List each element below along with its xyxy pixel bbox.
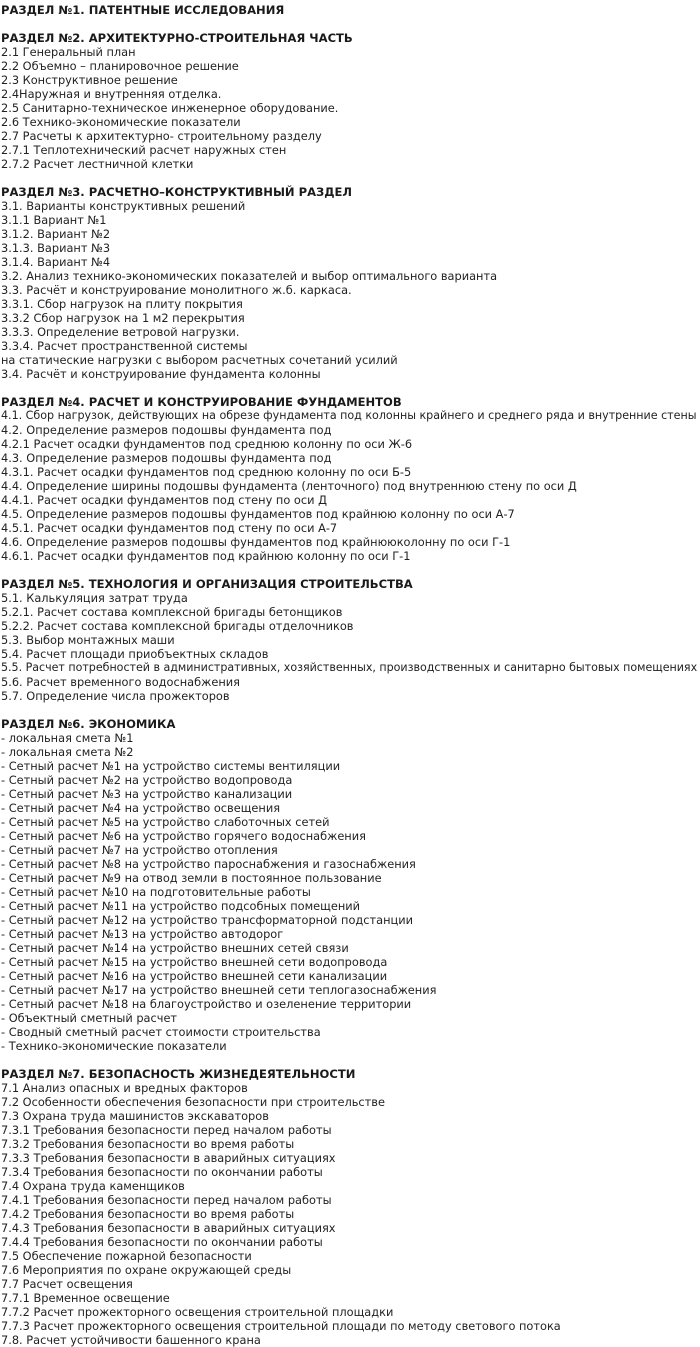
list-item: - Сетный расчет №5 на устройство слаботочных сетей — [1, 815, 330, 829]
section-items — [1, 731, 699, 1053]
list-item: 2.4Наружная и внутренняя отделка. — [1, 87, 222, 101]
list-item: 7.4.1 Требования безопасности перед началом работы — [1, 1193, 332, 1207]
table-of-contents — [1, 3, 699, 1347]
list-item: - Сетный расчет №10 на подготовительные работы — [1, 885, 311, 899]
section-7 — [1, 1067, 699, 1347]
section-items — [1, 199, 699, 381]
list-item: 7.6 Мероприятия по охране окружающей среды — [1, 1263, 292, 1277]
section-items — [1, 45, 699, 171]
list-item: - Сетный расчет №18 на благоустройство и озеленение территории — [1, 997, 412, 1011]
list-item: 3.1.2. Вариант №2 — [1, 227, 111, 241]
list-item: 2.1 Генеральный план — [1, 45, 136, 59]
list-item: 4.5.1. Расчет осадки фундаментов под стену по оси А-7 — [1, 521, 338, 535]
list-item: 7.3.1 Требования безопасности перед началом работы — [1, 1123, 332, 1137]
list-item: 3.3.2 Сбор нагрузок на 1 м2 перекрытия — [1, 311, 245, 325]
list-item: 4.2.1 Расчет осадки фундаментов под среднюю колонну по оси Ж-6 — [1, 437, 413, 451]
list-item: 5.2.1. Расчет состава комплексной бригады бетонщиков — [1, 605, 343, 619]
list-item: 7.1 Анализ опасных и вредных факторов — [1, 1081, 248, 1095]
list-item: - Сетный расчет №3 на устройство канализации — [1, 787, 293, 801]
list-item: - Сетный расчет №17 на устройство внешней сети теплогазоснабжения — [1, 983, 437, 997]
list-item: 3.1.1 Вариант №1 — [1, 213, 107, 227]
list-item: 7.3.2 Требования безопасности во время работы — [1, 1137, 295, 1151]
section-3 — [1, 185, 699, 381]
list-item: - Сетный расчет №8 на устройство пароснабжения и газоснабжения — [1, 857, 416, 871]
list-item: 3.4. Расчёт и конструирование фундамента колонны — [1, 367, 321, 381]
list-item: 4.3.1. Расчет осадки фундаментов под среднюю колонну по оси Б-5 — [1, 465, 412, 479]
section-title: РАЗДЕЛ №6. ЭКОНОМИКА — [1, 717, 176, 731]
list-item: 7.8. Расчет устойчивости башенного крана — [1, 1333, 261, 1347]
list-item: 5.3. Выбор монтажных маши — [1, 633, 175, 647]
list-item: 3.3. Расчёт и конструирование монолитного ж.б. каркаса. — [1, 283, 352, 297]
section-title: РАЗДЕЛ №5. ТЕХНОЛОГИЯ И ОРГАНИЗАЦИЯ СТРОИТЕЛЬСТВА — [1, 577, 413, 591]
list-item: 4.5. Определение размеров подошвы фундаментов под крайнюю колонну по оси А-7 — [1, 507, 515, 521]
section-title: РАЗДЕЛ №7. БЕЗОПАСНОСТЬ ЖИЗНЕДЕЯТЕЛЬНОСТИ — [1, 1067, 356, 1081]
list-item: - Сводный сметный расчет стоимости строительства — [1, 1025, 321, 1039]
list-item: 3.1. Варианты конструктивных решений — [1, 199, 246, 213]
list-item: 3.3.3. Определение ветровой нагрузки. — [1, 325, 240, 339]
list-item: 5.1. Калькуляция затрат труда — [1, 591, 188, 605]
list-item: 2.2 Объемно – планировочное решение — [1, 59, 239, 73]
list-item: - Сетный расчет №12 на устройство трансформаторной подстанции — [1, 913, 414, 927]
section-title: РАЗДЕЛ №3. РАСЧЕТНО–КОНСТРУКТИВНЫЙ РАЗДЕЛ — [1, 185, 352, 199]
list-item: 3.1.3. Вариант №3 — [1, 241, 111, 255]
list-item: - Сетный расчет №6 на устройство горячего водоснабжения — [1, 829, 366, 843]
list-item: 4.2. Определение размеров подошвы фундамента под — [1, 423, 332, 437]
list-item: 4.4.1. Расчет осадки фундаментов под стену по оси Д — [1, 493, 327, 507]
list-item: - локальная смета №2 — [1, 745, 134, 759]
list-item: - Объектный сметный расчет — [1, 1011, 178, 1025]
list-item: 5.5. Расчет потребностей в административных, хозяйственных, производственных и санитарно бытовых помещениях — [1, 661, 698, 674]
list-item: 2.5 Санитарно-техническое инженерное оборудование. — [1, 101, 339, 115]
list-item: 7.2 Особенности обеспечения безопасности при строительстве — [1, 1095, 385, 1109]
section-2 — [1, 31, 699, 171]
section-title: РАЗДЕЛ №4. РАСЧЕТ И КОНСТРУИРОВАНИЕ ФУНДАМЕНТОВ — [1, 395, 402, 409]
list-item: - локальная смета №1 — [1, 731, 134, 745]
list-item: 7.3.3 Требования безопасности в аварийных ситуациях — [1, 1151, 336, 1165]
list-item: 7.3 Охрана труда машинистов экскаваторов — [1, 1109, 269, 1123]
list-item: - Сетный расчет №14 на устройство внешних сетей связи — [1, 941, 349, 955]
list-item: - Сетный расчет №16 на устройство внешней сети канализации — [1, 969, 388, 983]
list-item: - Сетный расчет №13 на устройство автодорог — [1, 927, 284, 941]
list-item: 2.3 Конструктивное решение — [1, 73, 178, 87]
section-items — [1, 591, 699, 703]
section-1 — [1, 3, 699, 17]
list-item: 3.3.4. Расчет пространственной системы — [1, 339, 248, 353]
list-item: 4.4. Определение ширины подошвы фундамента (ленточного) под внутреннюю стену по оси Д — [1, 479, 577, 493]
list-item: 4.3. Определение размеров подошвы фундамента под — [1, 451, 332, 465]
list-item: 2.6 Технико-экономические показатели — [1, 115, 241, 129]
list-item: 4.6.1. Расчет осадки фундаментов под крайнюю колонну по оси Г-1 — [1, 549, 411, 563]
section-4 — [1, 395, 699, 563]
list-item: 3.2. Анализ технико-экономических показателей и выбор оптимального варианта — [1, 269, 498, 283]
section-items — [1, 1081, 699, 1347]
list-item: 4.1. Сбор нагрузок, действующих на обрезе фундамента под колонны крайнего и среднего ряда и внутренние стены — [1, 409, 697, 422]
list-item: 7.5 Обеспечение пожарной безопасности — [1, 1249, 252, 1263]
list-item: 7.4.3 Требования безопасности в аварийных ситуациях — [1, 1221, 336, 1235]
section-5 — [1, 577, 699, 703]
list-item: 7.4 Охрана труда каменщиков — [1, 1179, 185, 1193]
list-item: 2.7 Расчеты к архитектурно- строительному разделу — [1, 129, 322, 143]
list-item: 5.2.2. Расчет состава комплексной бригады отделочников — [1, 619, 354, 633]
list-item: 2.7.2 Расчет лестничной клетки — [1, 157, 194, 171]
list-item: - Сетный расчет №7 на устройство отопления — [1, 843, 278, 857]
list-item: 3.1.4. Вариант №4 — [1, 255, 111, 269]
list-item: 7.4.2 Требования безопасности во время работы — [1, 1207, 295, 1221]
list-item: на статические нагрузки с выбором расчетных сочетаний усилий — [1, 353, 398, 367]
section-items — [1, 409, 699, 563]
list-item: 7.7 Расчет освещения — [1, 1277, 133, 1291]
section-title: РАЗДЕЛ №1. ПАТЕНТНЫЕ ИССЛЕДОВАНИЯ — [1, 3, 285, 17]
list-item: 3.3.1. Сбор нагрузок на плиту покрытия — [1, 297, 243, 311]
list-item: 7.7.2 Расчет прожекторного освещения строительной площадки — [1, 1305, 394, 1319]
list-item: 5.7. Определение числа прожекторов — [1, 689, 230, 703]
list-item: 4.6. Определение размеров подошвы фундаментов под крайнююколонну по оси Г-1 — [1, 535, 511, 549]
list-item: - Сетный расчет №1 на устройство системы вентиляции — [1, 759, 341, 773]
list-item: 7.3.4 Требования безопасности по окончании работы — [1, 1165, 323, 1179]
list-item: 7.4.4 Требования безопасности по окончании работы — [1, 1235, 323, 1249]
section-title: РАЗДЕЛ №2. АРХИТЕКТУРНО-СТРОИТЕЛЬНАЯ ЧАСТЬ — [1, 31, 353, 45]
list-item: - Сетный расчет №15 на устройство внешней сети водопровода — [1, 955, 388, 969]
list-item: 7.7.3 Расчет прожекторного освещения строительной площади по методу светового потока — [1, 1319, 561, 1333]
list-item: - Технико-экономические показатели — [1, 1039, 227, 1053]
list-item: 5.4. Расчет площади приобъектных складов — [1, 647, 269, 661]
section-6 — [1, 717, 699, 1053]
list-item: - Сетный расчет №11 на устройство подсобных помещений — [1, 899, 361, 913]
list-item: 7.7.1 Временное освещение — [1, 1291, 170, 1305]
list-item: - Сетный расчет №9 на отвод земли в постоянное пользование — [1, 871, 382, 885]
list-item: 5.6. Расчет временного водоснабжения — [1, 675, 240, 689]
list-item: - Сетный расчет №2 на устройство водопровода — [1, 773, 293, 787]
list-item: 2.7.1 Теплотехнический расчет наружных стен — [1, 143, 287, 157]
list-item: - Сетный расчет №4 на устройство освещения — [1, 801, 281, 815]
